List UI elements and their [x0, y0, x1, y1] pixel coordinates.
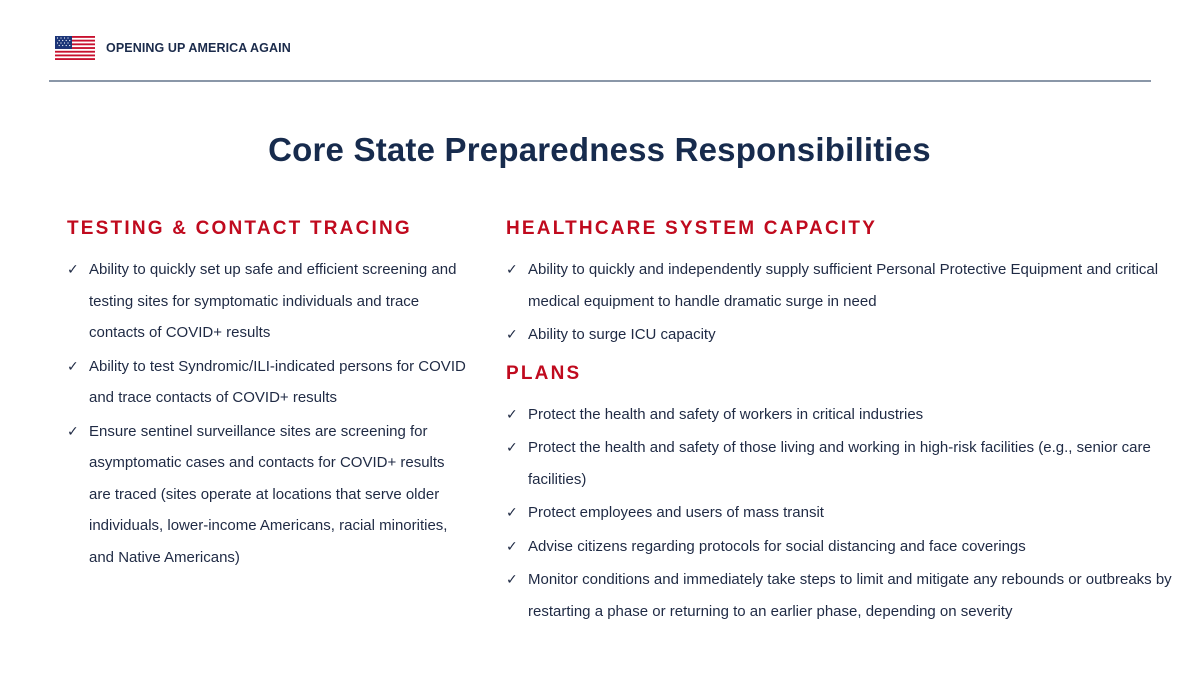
- list-item-text: Protect the health and safety of those living and working in high-risk facilities (e.g., senior care facilities): [528, 439, 1151, 488]
- list-item: [506, 564, 1186, 627]
- checkmark-icon: ✓: [506, 439, 518, 455]
- list-item-text: Ability to quickly set up safe and efficient screening and testing sites for symptomatic individuals and trace contacts of COVID+ results: [89, 261, 457, 341]
- page-header: [55, 36, 291, 60]
- list-item-text: Ensure sentinel surveillance sites are screening for asymptomatic cases and contacts for COVID+ results are traced (sites operate at locations that serve older individuals, lower-income Americans, racial minorities, and Native Americans): [89, 422, 448, 566]
- list-item: [506, 254, 1186, 317]
- list-item-text: Ability to surge ICU capacity: [528, 326, 716, 343]
- header-divider: [49, 80, 1151, 82]
- list-item: [506, 531, 1186, 563]
- plans-heading: PLANS: [506, 362, 582, 384]
- plans-list: [506, 399, 1186, 628]
- checkmark-icon: ✓: [506, 261, 518, 277]
- right-column: [506, 216, 1186, 629]
- list-item: [506, 497, 1186, 529]
- healthcare-heading: HEALTHCARE SYSTEM CAPACITY: [506, 218, 878, 239]
- healthcare-section: [506, 216, 1186, 351]
- list-item: [506, 319, 1186, 351]
- list-item-text: Protect employees and users of mass transit: [528, 504, 824, 521]
- brand-title: OPENING UP AMERICA AGAIN: [106, 41, 291, 55]
- checkmark-icon: ✓: [506, 405, 518, 422]
- testing-list: [67, 254, 467, 573]
- list-item-text: Monitor conditions and immediately take steps to limit and mitigate any rebounds or outbreaks by restarting a phase or returning to an earlier phase, depending on severity: [528, 571, 1172, 620]
- us-flag-icon: [55, 36, 95, 60]
- list-item: [506, 432, 1186, 495]
- checkmark-icon: ✓: [67, 422, 79, 439]
- list-item-text: Ability to quickly and independently supply sufficient Personal Protective Equipment and critical medical equipment to handle dramatic surge in need: [528, 261, 1159, 310]
- list-item: [67, 416, 467, 574]
- plans-section: [506, 361, 1186, 628]
- checkmark-icon: ✓: [506, 537, 518, 554]
- testing-heading: TESTING & CONTACT TRACING: [67, 218, 412, 239]
- testing-section: [67, 216, 467, 575]
- list-item: [67, 351, 467, 414]
- list-item: [506, 399, 1186, 431]
- page-title: Core State Preparedness Responsibilities: [268, 131, 931, 168]
- list-item-text: Protect the health and safety of workers in critical industries: [528, 405, 924, 423]
- list-item: [67, 254, 467, 349]
- list-item-text: Ability to test Syndromic/ILI-indicated persons for COVID and trace contacts of COVID+ results: [89, 357, 466, 406]
- checkmark-icon: ✓: [67, 357, 79, 374]
- checkmark-icon: ✓: [506, 571, 518, 587]
- checkmark-icon: ✓: [67, 261, 79, 277]
- list-item-text: Advise citizens regarding protocols for social distancing and face coverings: [528, 537, 1026, 555]
- checkmark-icon: ✓: [506, 504, 518, 520]
- checkmark-icon: ✓: [506, 326, 518, 342]
- healthcare-list: [506, 254, 1186, 351]
